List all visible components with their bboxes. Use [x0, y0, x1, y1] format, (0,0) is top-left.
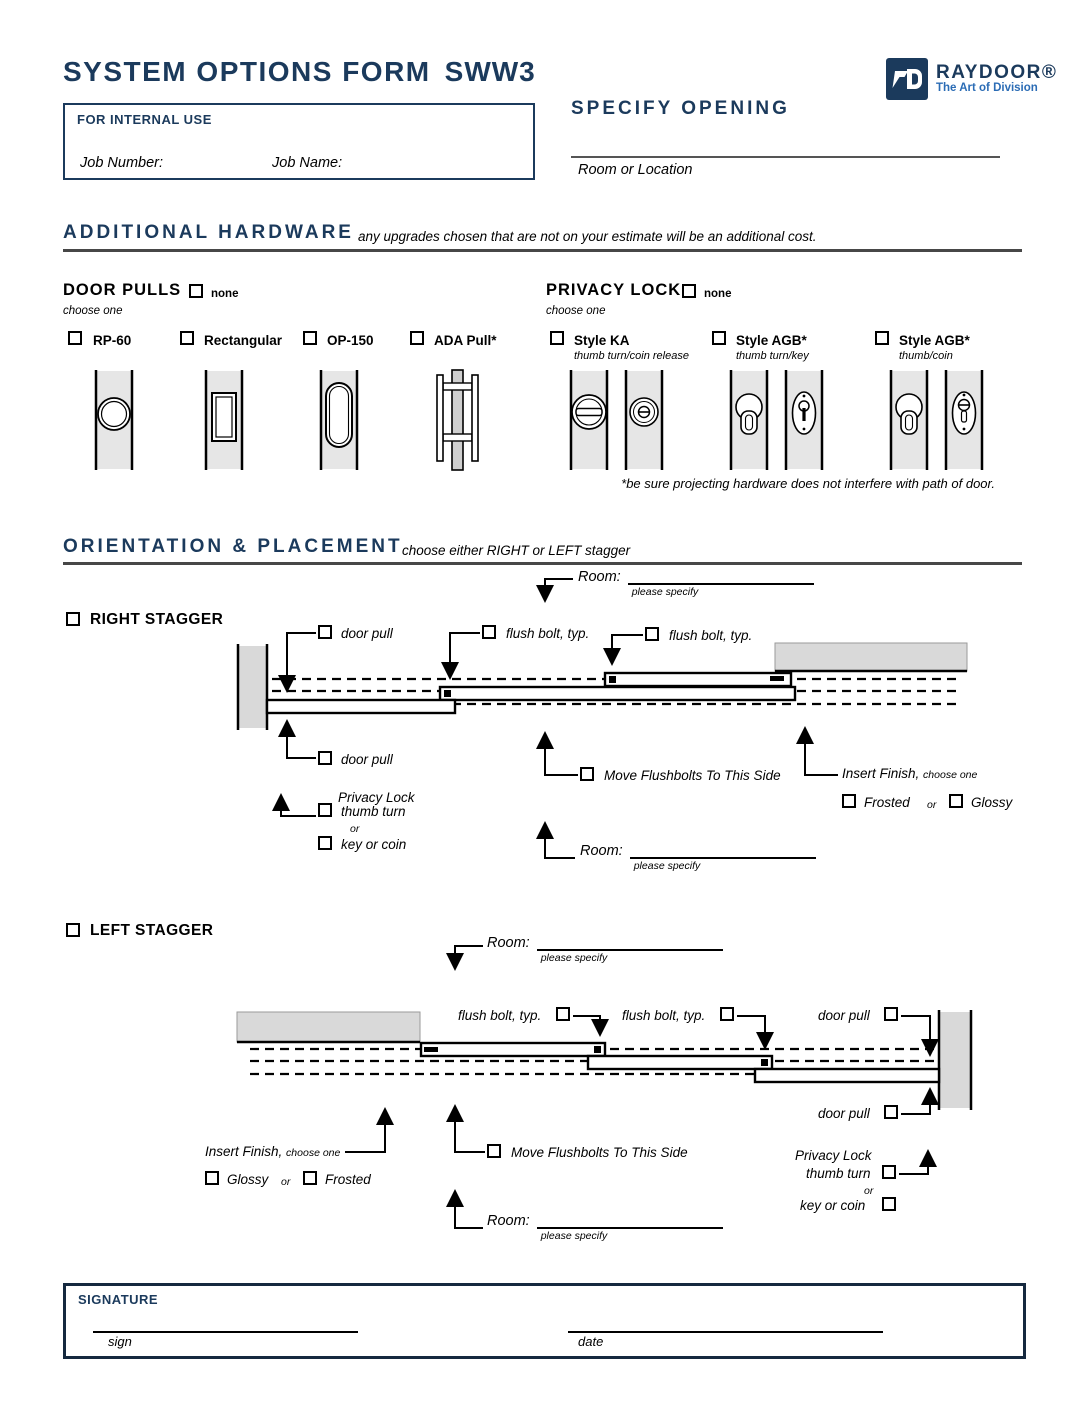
privacy-lock-title: PRIVACY LOCK [546, 281, 682, 299]
style-agb-coin-sub: thumb/coin [899, 350, 953, 362]
checkbox-left-flush-bolt-1[interactable] [556, 1007, 570, 1021]
checkbox-door-pulls-none[interactable] [189, 284, 203, 298]
specify-opening-title: SPECIFY OPENING [571, 98, 790, 119]
job-name-label: Job Name: [272, 155, 343, 171]
rectangular-label: Rectangular [204, 333, 283, 348]
checkbox-right-stagger[interactable] [66, 612, 80, 626]
left-stagger-title: LEFT STAGGER [90, 922, 214, 939]
right-insert-finish-choose: choose one [923, 769, 978, 781]
right-room-bottom-hint: please specify [633, 860, 701, 872]
left-insert-finish-text: Insert Finish, [205, 1144, 283, 1159]
date-label: date [578, 1334, 604, 1349]
hardware-illustrations [60, 368, 1030, 472]
checkbox-right-frosted[interactable] [842, 794, 856, 808]
date-line[interactable] [568, 1316, 883, 1349]
right-stagger-title: RIGHT STAGGER [90, 611, 224, 628]
left-room-bottom-label: Room: [487, 1213, 530, 1229]
op150-label: OP-150 [327, 333, 374, 348]
brand-name: RAYDOOR® [936, 61, 1058, 83]
door-pulls-title: DOOR PULLS [63, 281, 182, 299]
right-privacy-lock-label: Privacy Lock [338, 790, 415, 805]
right-move-flushbolts-label: Move Flushbolts To This Side [604, 768, 781, 783]
orientation-note: choose either RIGHT or LEFT stagger [402, 543, 631, 558]
right-room-bottom-field [580, 842, 816, 872]
raydoor-logo-mark-icon [886, 58, 928, 100]
left-flush-bolt-2-label: flush bolt, typ. [622, 1008, 706, 1023]
door-pulls-none-label: none [211, 288, 239, 300]
style-ka-diagram [571, 370, 662, 470]
left-insert-finish-label [205, 1144, 340, 1159]
checkbox-style-agb-coin[interactable] [875, 331, 889, 345]
signature-title: SIGNATURE [78, 1292, 159, 1307]
right-room-top-field [578, 568, 814, 598]
signature-box [63, 1283, 1026, 1359]
style-ka-sub: thumb turn/coin release [574, 350, 689, 362]
checkbox-rectangular[interactable] [180, 331, 194, 345]
job-number-label: Job Number: [80, 155, 164, 171]
checkbox-right-door-pull-bottom[interactable] [318, 751, 332, 765]
left-finish-or-label: or [281, 1176, 291, 1188]
left-room-top-label: Room: [487, 935, 530, 951]
internal-use-box [63, 103, 535, 180]
right-finish-or-label: or [927, 799, 937, 811]
checkbox-left-key-or-coin[interactable] [882, 1197, 896, 1211]
style-ka-label: Style KA [574, 333, 630, 348]
right-door-pull-bottom-label: door pull [341, 752, 393, 767]
right-frosted-label: Frosted [864, 795, 910, 810]
left-door-pull-bottom-label: door pull [818, 1106, 870, 1121]
privacy-none-label: none [704, 288, 732, 300]
left-glossy-label: Glossy [227, 1172, 269, 1187]
right-room-bottom-line[interactable] [630, 842, 816, 872]
checkbox-style-ka[interactable] [550, 331, 564, 345]
style-agb-coin-label: Style AGB* [899, 333, 970, 348]
checkbox-left-glossy[interactable] [205, 1171, 219, 1185]
checkbox-left-flush-bolt-2[interactable] [720, 1007, 734, 1021]
right-flush-bolt-2-label: flush bolt, typ. [669, 628, 753, 643]
style-agb-coin-diagram [891, 370, 982, 470]
left-room-top-field [487, 934, 723, 964]
checkbox-op150[interactable] [303, 331, 317, 345]
rectangular-diagram [206, 370, 242, 470]
left-thumb-turn-label: thumb turn [806, 1166, 871, 1181]
checkbox-right-flush-bolt-2[interactable] [645, 627, 659, 641]
left-room-top-hint: please specify [540, 952, 608, 964]
privacy-choose-one: choose one [546, 305, 606, 317]
style-agb-key-label: Style AGB* [736, 333, 807, 348]
internal-use-title: FOR INTERNAL USE [77, 112, 212, 127]
form-title-text: SYSTEM OPTIONS FORM [63, 56, 431, 87]
right-room-top-line[interactable] [628, 568, 814, 598]
additional-hardware-note: any upgrades chosen that are not on your estimate will be an additional cost. [358, 229, 817, 244]
style-agb-key-sub: thumb turn/key [736, 350, 809, 362]
right-room-bottom-label: Room: [580, 843, 623, 859]
checkbox-right-flush-bolt-1[interactable] [482, 625, 496, 639]
left-frosted-label: Frosted [325, 1172, 371, 1187]
left-room-top-line[interactable] [537, 934, 723, 964]
right-insert-finish-label [842, 766, 977, 781]
rp60-label: RP-60 [93, 333, 132, 348]
rp60-diagram [96, 370, 132, 470]
left-privacy-lock-label: Privacy Lock [795, 1148, 872, 1163]
checkbox-style-agb-key[interactable] [712, 331, 726, 345]
checkbox-left-door-pull-bottom[interactable] [884, 1105, 898, 1119]
right-key-or-coin-label: key or coin [341, 837, 407, 852]
right-flush-bolt-1-label: flush bolt, typ. [506, 626, 590, 641]
additional-hardware-title: ADDITIONAL HARDWARE [63, 222, 354, 243]
checkbox-ada-pull[interactable] [410, 331, 424, 345]
left-door-pull-top-label: door pull [818, 1008, 870, 1023]
checkbox-left-frosted[interactable] [303, 1171, 317, 1185]
right-glossy-label: Glossy [971, 795, 1013, 810]
left-key-or-coin-label: key or coin [800, 1198, 866, 1213]
page-title [63, 56, 536, 88]
checkbox-rp60[interactable] [68, 331, 82, 345]
additional-hardware-rule [63, 249, 1022, 252]
checkbox-left-stagger[interactable] [66, 923, 80, 937]
hardware-footnote: *be sure projecting hardware does not interfere with path of door. [621, 476, 995, 491]
left-move-flushbolts-label: Move Flushbolts To This Side [511, 1145, 688, 1160]
checkbox-left-thumb-turn[interactable] [882, 1165, 896, 1179]
right-room-top-label: Room: [578, 569, 621, 585]
checkbox-left-door-pull-top[interactable] [884, 1007, 898, 1021]
form-model-code: SWW3 [444, 56, 536, 87]
left-room-bottom-hint: please specify [540, 1230, 608, 1242]
right-thumb-turn-label: thumb turn [341, 804, 406, 819]
left-privacy-or-label: or [864, 1185, 874, 1197]
orientation-title: ORIENTATION & PLACEMENT [63, 536, 403, 557]
left-insert-finish-choose: choose one [286, 1147, 341, 1159]
checkbox-right-key-or-coin[interactable] [318, 836, 332, 850]
left-flush-bolt-1-label: flush bolt, typ. [458, 1008, 542, 1023]
raydoor-logo-text [936, 63, 1057, 96]
right-room-top-hint: please specify [631, 586, 699, 598]
checkbox-left-move-flushbolts[interactable] [487, 1144, 501, 1158]
right-insert-finish-text: Insert Finish, [842, 766, 920, 781]
checkbox-right-thumb-turn[interactable] [318, 803, 332, 817]
sign-line[interactable] [93, 1316, 358, 1349]
right-door-pull-top-label: door pull [341, 626, 393, 641]
left-stagger-section [0, 920, 1088, 1260]
checkbox-right-door-pull-top[interactable] [318, 625, 332, 639]
orientation-rule [63, 562, 1022, 565]
style-agb-key-diagram [731, 370, 822, 470]
checkbox-right-move-flushbolts[interactable] [580, 767, 594, 781]
op150-diagram [321, 370, 357, 470]
left-room-bottom-line[interactable] [537, 1212, 723, 1242]
left-stagger-diagram [0, 920, 1088, 1260]
checkbox-privacy-none[interactable] [682, 284, 696, 298]
checkbox-right-glossy[interactable] [949, 794, 963, 808]
left-room-bottom-field [487, 1212, 723, 1242]
raydoor-logo [886, 58, 1057, 100]
room-or-location-line[interactable] [571, 156, 1000, 158]
brand-tagline: The Art of Division [936, 81, 1038, 94]
ada-pull-label: ADA Pull* [434, 333, 497, 348]
right-stagger-section [0, 570, 1088, 892]
door-pulls-choose-one: choose one [63, 305, 123, 317]
right-privacy-or-label: or [350, 823, 360, 835]
sign-label: sign [108, 1334, 132, 1349]
ada-pull-diagram [437, 370, 478, 470]
room-or-location-label: Room or Location [578, 162, 693, 178]
